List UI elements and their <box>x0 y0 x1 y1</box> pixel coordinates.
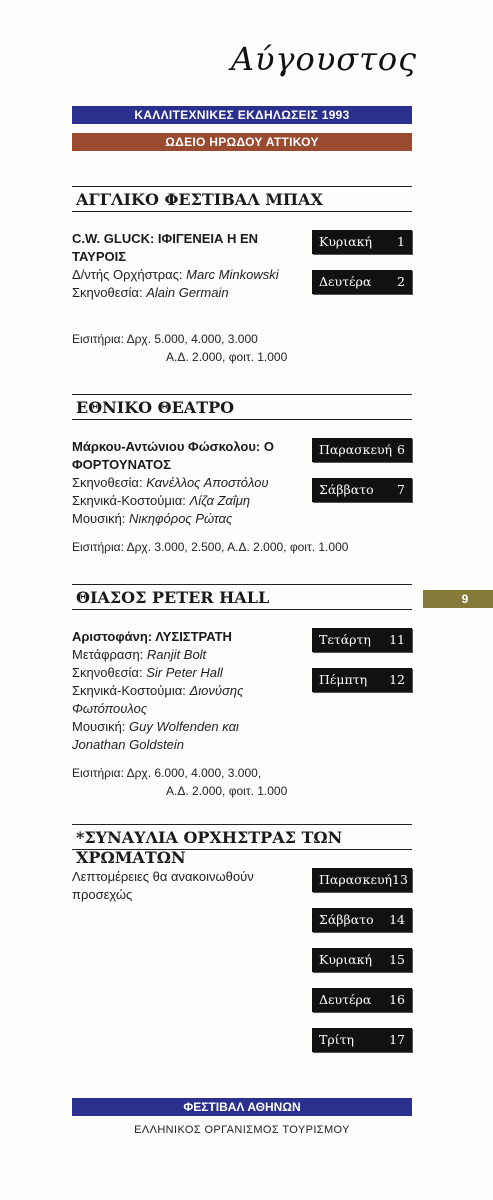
work-title: C.W. GLUCK: ΙΦΙΓΕΝΕΙΑ Η ΕΝ ΤΑΥΡΟΙΣ <box>72 231 259 264</box>
event-note: Λεπτομέρειες θα ανακοινωθούν προσεχώς <box>72 869 254 902</box>
credit-line: Μετάφραση: Ranjit Bolt <box>72 647 207 662</box>
ticket-prices: Εισιτήρια: Δρχ. 6.000, 4.000, 3.000, Α.Δ. 2.000, φοιτ. 1.000 <box>72 766 288 798</box>
date-list <box>312 438 412 512</box>
page-number: 9 <box>423 590 493 608</box>
work-title: Αριστοφάνη: ΛΥΣΙΣΤΡΑΤΗ <box>72 629 232 644</box>
credit-line: Σκηνικά-Κοστούμια: Λίζα Ζαΐμη <box>72 493 251 508</box>
events-band: ΚΑΛΛΙΤΕΧΝΙΚΕΣ ΕΚΔΗΛΩΣΕΙΣ 1993 <box>72 106 412 124</box>
date-badge: Τρίτη 17 <box>312 1028 412 1052</box>
credit-line: Σκηνικά-Κοστούμια: Διονύσης Φωτόπουλος <box>72 683 244 716</box>
event-section-national-theatre <box>72 394 412 564</box>
date-badge: Κυριακή 1 <box>312 230 412 254</box>
date-list <box>312 868 412 1068</box>
event-section-peter-hall <box>72 584 412 804</box>
ticket-prices: Εισιτήρια: Δρχ. 3.000, 2.500, Α.Δ. 2.000, φοιτ. 1.000 <box>72 540 349 554</box>
date-list <box>312 230 412 304</box>
section-title: *ΣΥΝΑΥΛΙΑ ΟΡΧΗΣΤΡΑΣ ΤΩΝ ΧΡΩΜΑΤΩΝ <box>72 824 412 850</box>
section-title: ΕΘΝΙΚΟ ΘΕΑΤΡΟ <box>72 394 412 420</box>
venue-band: ΩΔΕΙΟ ΗΡΩΔΟΥ ΑΤΤΙΚΟΥ <box>72 133 412 151</box>
date-badge: Δευτέρα 2 <box>312 270 412 294</box>
date-badge: Κυριακή 15 <box>312 948 412 972</box>
section-title: ΑΓΓΛΙΚΟ ΦΕΣΤΙΒΑΛ ΜΠΑΧ <box>72 186 412 212</box>
date-list <box>312 628 412 702</box>
section-title: ΘΙΑΣΟΣ PETER HALL <box>72 584 412 610</box>
work-info <box>72 438 294 528</box>
credit-line: Δ/ντής Ορχήστρας: Marc Minkowski <box>72 267 279 282</box>
month-title: Αύγουστος <box>230 40 417 78</box>
date-badge: Σάββατο 14 <box>312 908 412 932</box>
ticket-prices: Εισιτήρια: Δρχ. 5.000, 4.000, 3.000 Α.Δ. 2.000, φοιτ. 1.000 <box>72 332 288 364</box>
work-title: Μάρκου-Αντώνιου Φώσκολου: Ο ΦΟΡΤΟΥΝΑΤΟΣ <box>72 439 274 472</box>
date-badge: Πέμπτη 12 <box>312 668 412 692</box>
festival-band: ΦΕΣΤΙΒΑΛ ΑΘΗΝΩΝ <box>72 1098 412 1116</box>
date-badge: Δευτέρα 16 <box>312 988 412 1012</box>
date-badge: Σάββατο 7 <box>312 478 412 502</box>
work-info <box>72 230 294 302</box>
credit-line: Σκηνοθεσία: Alain Germain <box>72 285 229 300</box>
work-info <box>72 628 294 754</box>
date-badge: Τετάρτη 11 <box>312 628 412 652</box>
organization-name: ΕΛΛΗΝΙΚΟΣ ΟΡΓΑΝΙΣΜΟΣ ΤΟΥΡΙΣΜΟΥ <box>134 1124 350 1136</box>
event-section-bach <box>72 186 412 376</box>
credit-line: Μουσική: Guy Wolfenden και Jonathan Goldstein <box>72 719 239 752</box>
event-section-concert <box>72 824 412 1074</box>
credit-line: Σκηνοθεσία: Κανέλλος Αποστόλου <box>72 475 269 490</box>
date-badge: Παρασκευή 6 <box>312 438 412 462</box>
work-info <box>72 868 272 904</box>
credit-line: Σκηνοθεσία: Sir Peter Hall <box>72 665 223 680</box>
credit-line: Μουσική: Νικηφόρος Ρώτας <box>72 511 233 526</box>
date-badge: Παρασκευή 13 <box>312 868 412 892</box>
